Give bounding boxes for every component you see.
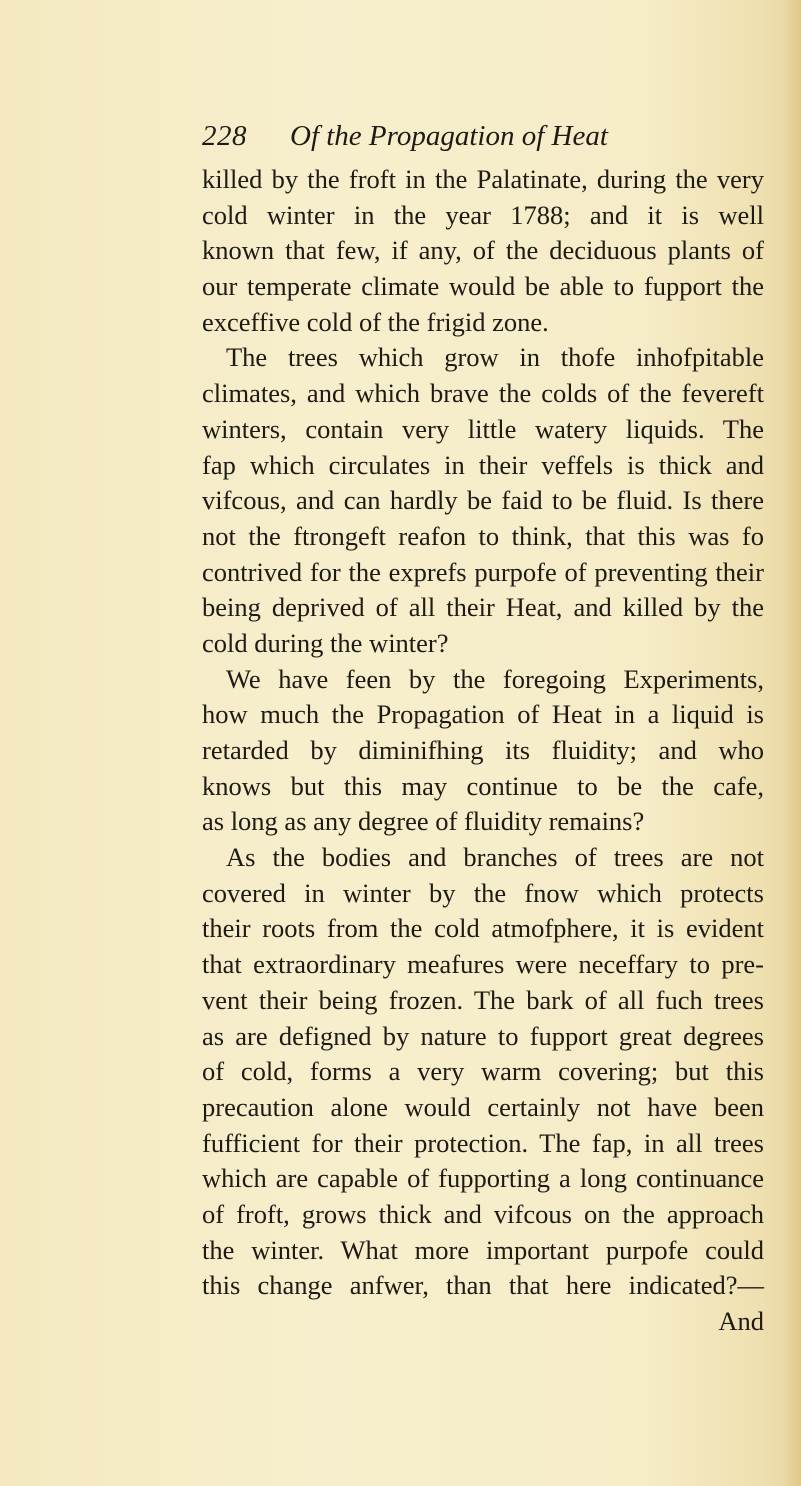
text-line: As the bodies and branches of trees are not bbox=[226, 842, 764, 873]
text-line: our temperate climate would be able to fupport the bbox=[202, 271, 764, 302]
text-line: covered in winter by the fnow which protects bbox=[202, 877, 764, 908]
text-line: their roots from the cold atmofphere, it is evident bbox=[202, 913, 764, 944]
text-line: The trees which grow in thofe inhofpitable bbox=[226, 342, 764, 373]
text-line: which are capable of fupporting a long continuance bbox=[202, 1163, 764, 1194]
text-line: being deprived of all their Heat, and killed by the bbox=[202, 592, 764, 623]
text-line: cold winter in the year 1788; and it is well bbox=[202, 199, 764, 230]
page-number: 228 bbox=[202, 120, 247, 152]
text-line: of cold, forms a very warm covering; but this bbox=[202, 1056, 764, 1087]
text-line: as long as any degree of fluidity remains? bbox=[202, 806, 645, 837]
text-line: exceffive cold of the frigid zone. bbox=[202, 306, 549, 337]
text-line: this change anfwer, than that here indicated?— bbox=[202, 1270, 764, 1301]
text-line: retarded by diminifhing its fluidity; and who bbox=[202, 735, 764, 765]
text-line: precaution alone would certainly not have been bbox=[202, 1091, 764, 1122]
text-line: killed by the froft in the Palatinate, during the very bbox=[202, 164, 764, 194]
text-line: vent their being frozen. The bark of all fuch trees bbox=[202, 984, 764, 1015]
text-line: the winter. What more important purpofe could bbox=[202, 1234, 764, 1265]
page-edge-shadow bbox=[783, 0, 801, 1486]
text-line: We have feen by the foregoing Experiments, bbox=[226, 663, 764, 694]
text-line: of froft, grows thick and vifcous on the approach bbox=[202, 1198, 764, 1229]
text-line: not the ftrongeft reafon to think, that this was fo bbox=[202, 520, 764, 551]
text-line: known that few, if any, of the deciduous plants of bbox=[202, 235, 764, 266]
catchword: And bbox=[718, 1306, 764, 1336]
text-line: climates, and which brave the colds of the fevereft bbox=[202, 378, 764, 409]
text-line: how much the Propagation of Heat in a liquid is bbox=[202, 699, 764, 730]
text-line: that extraordinary meafures were neceffary to pre- bbox=[202, 949, 764, 980]
text-line: fufficient for their protection. The fap, in all trees bbox=[202, 1127, 764, 1158]
text-line: fap which circulates in their veffels is thick and bbox=[202, 449, 764, 480]
running-title: Of the Propagation of Heat bbox=[290, 120, 608, 152]
text-line: contrived for the exprefs purpofe of preventing their bbox=[202, 556, 764, 587]
text-line: cold during the winter? bbox=[202, 627, 449, 658]
text-line: vifcous, and can hardly be faid to be fluid. Is there bbox=[202, 485, 764, 516]
page-header bbox=[202, 120, 762, 160]
body-text bbox=[202, 162, 764, 1340]
text-line: knows but this may continue to be the cafe, bbox=[202, 770, 764, 801]
text-line: winters, contain very little watery liquids. The bbox=[202, 413, 764, 444]
text-line: as are defigned by nature to fupport great degrees bbox=[202, 1020, 764, 1051]
